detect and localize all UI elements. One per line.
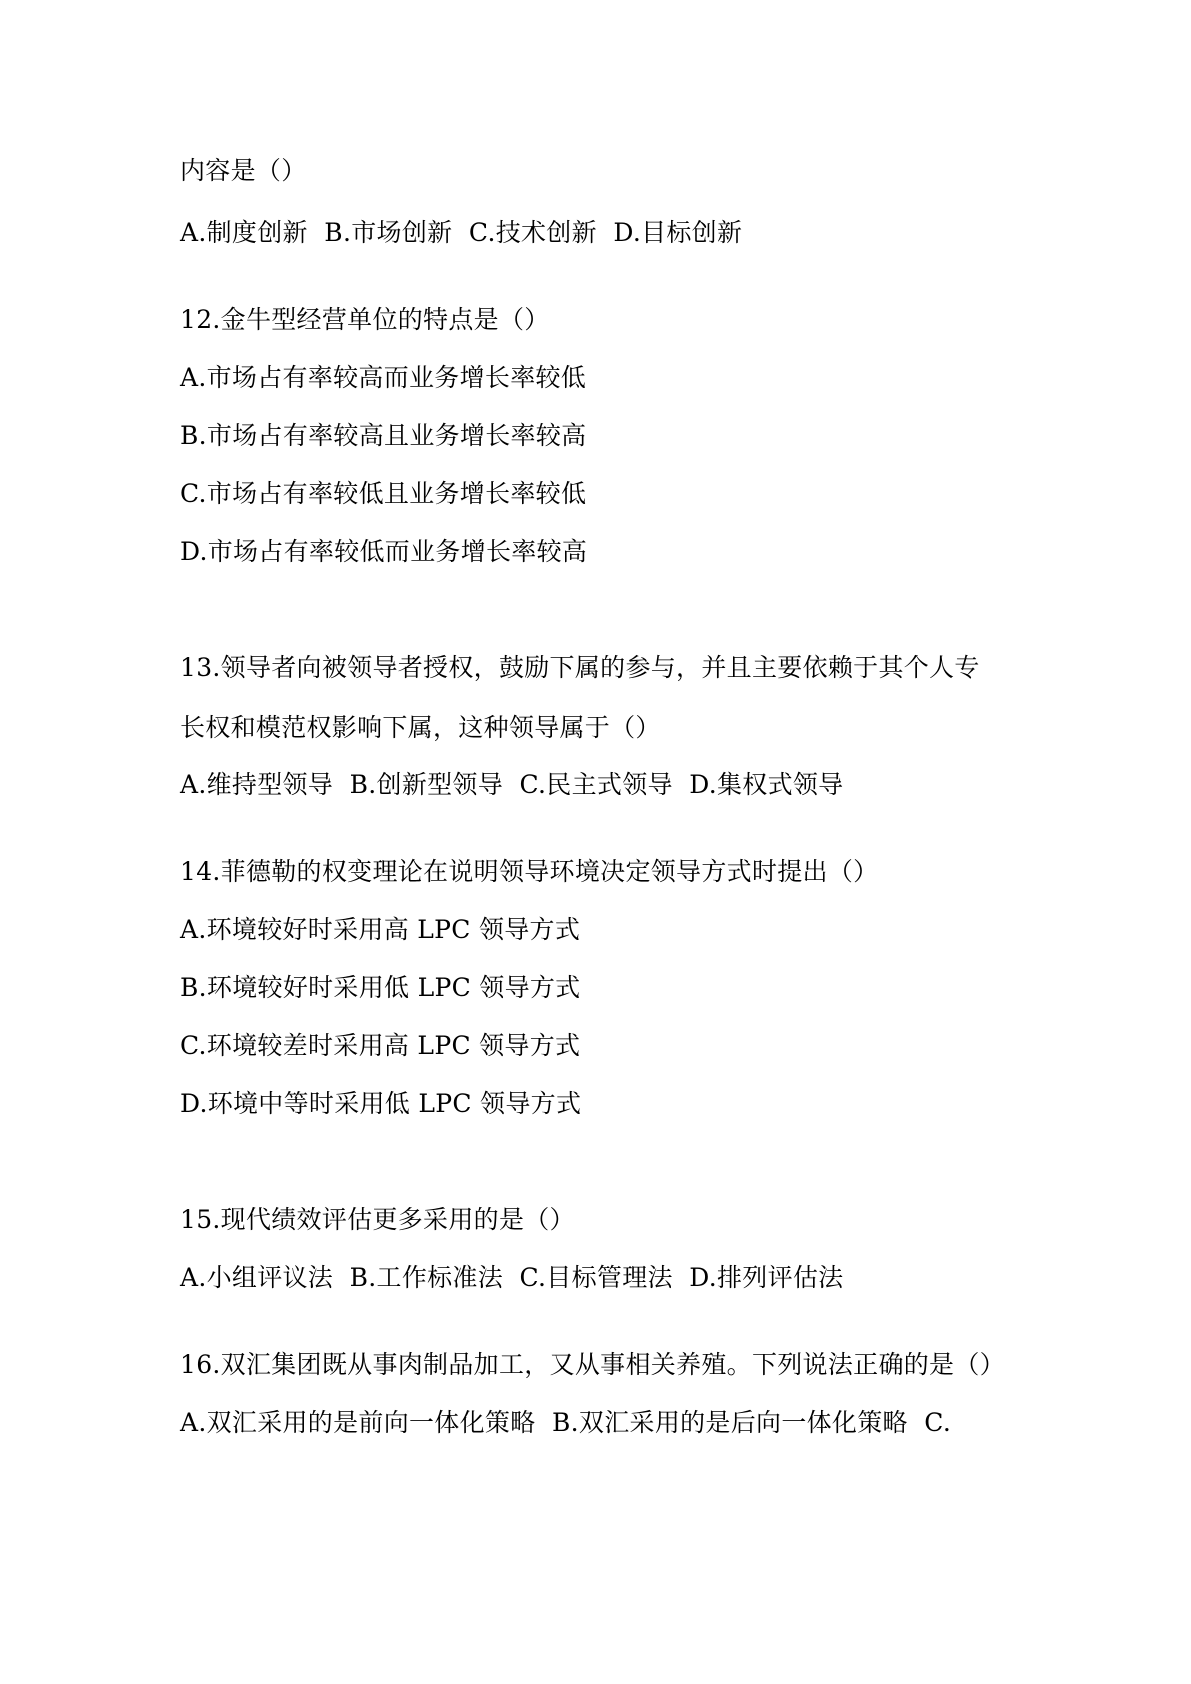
- question-14-option-a: A.环境较好时采用高 LPC 领导方式: [180, 915, 581, 944]
- question-11-stem-continued: 内容是（）: [180, 156, 307, 185]
- question-14-option-b: B.环境较好时采用低 LPC 领导方式: [180, 973, 581, 1002]
- question-12-option-a: A.市场占有率较高而业务增长率较低: [180, 363, 587, 392]
- question-15-stem: 15.现代绩效评估更多采用的是（）: [180, 1205, 575, 1234]
- question-16-stem: 16.双汇集团既从事肉制品加工，又从事相关养殖。下列说法正确的是（）: [180, 1350, 1005, 1379]
- question-12-option-c: C.市场占有率较低且业务增长率较低: [180, 479, 587, 508]
- question-12-option-d: D.市场占有率较低而业务增长率较高: [180, 537, 588, 566]
- question-13-options: A.维持型领导 B.创新型领导 C.民主式领导 D.集权式领导: [180, 770, 844, 799]
- question-16-options: A.双汇采用的是前向一体化策略 B.双汇采用的是后向一体化策略 C.: [180, 1408, 952, 1437]
- question-14-stem: 14.菲德勒的权变理论在说明领导环境决定领导方式时提出（）: [180, 857, 879, 886]
- question-11-options: A.制度创新 B.市场创新 C.技术创新 D.目标创新: [180, 218, 743, 247]
- question-15-options: A.小组评议法 B.工作标准法 C.目标管理法 D.排列评估法: [180, 1263, 844, 1292]
- question-13-stem-continued: 长权和模范权影响下属，这种领导属于（）: [180, 713, 661, 742]
- question-14-option-d: D.环境中等时采用低 LPC 领导方式: [180, 1089, 582, 1118]
- question-12-stem: 12.金牛型经营单位的特点是（）: [180, 305, 550, 334]
- question-14-option-c: C.环境较差时采用高 LPC 领导方式: [180, 1031, 581, 1060]
- question-12-option-b: B.市场占有率较高且业务增长率较高: [180, 421, 587, 450]
- question-13-stem: 13.领导者向被领导者授权，鼓励下属的参与，并且主要依赖于其个人专: [180, 653, 980, 682]
